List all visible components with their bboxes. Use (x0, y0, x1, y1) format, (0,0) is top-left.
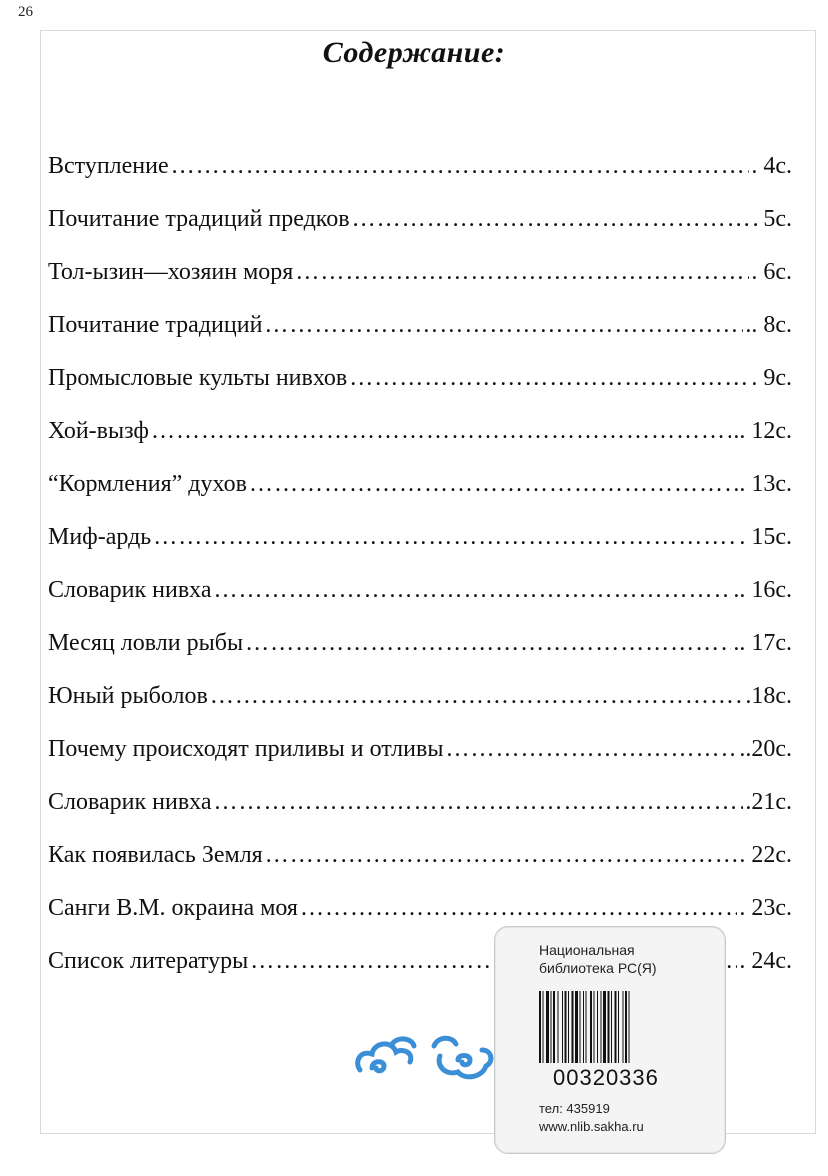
toc-entry-label: Почитание традиций (48, 312, 263, 338)
toc-page-number: .. 13с. (733, 471, 792, 497)
page-number: 26 (18, 4, 33, 20)
barcode-bar (594, 991, 595, 1063)
barcode-bar (575, 991, 578, 1063)
toc-page-number: . 4с. (751, 153, 792, 179)
library-name-line1: Национальная (539, 942, 635, 958)
toc-row[interactable] (48, 888, 792, 928)
barcode-bar (583, 991, 584, 1063)
barcode-bar (551, 991, 552, 1063)
cloud-ornament-right-icon (428, 1030, 500, 1082)
toc-entry-label: Как появилась Земля (48, 842, 263, 868)
barcode-bar (623, 991, 624, 1063)
toc-page-number: ..20с. (739, 736, 792, 762)
toc-entry-label: Тол-ызин—хозяин моря (48, 259, 294, 285)
toc-leader-dots (151, 411, 731, 451)
toc-page-number: . 9с. (751, 365, 792, 391)
toc-page-number: . 15с. (739, 524, 792, 550)
toc-row[interactable] (48, 676, 792, 716)
toc-row[interactable] (48, 835, 792, 875)
barcode-bar (615, 991, 617, 1063)
toc-leader-dots (245, 623, 731, 663)
toc-page-number: .. 17с. (733, 630, 792, 656)
toc-page-number: .. 8с. (745, 312, 792, 338)
toc-row[interactable] (48, 252, 792, 292)
toc-row[interactable] (48, 146, 792, 186)
barcode-bar (611, 991, 612, 1063)
library-phone: тел: 435919 (539, 1101, 610, 1116)
toc-row[interactable] (48, 305, 792, 345)
toc-entry-label: Юный рыболов (48, 683, 208, 709)
library-name (539, 941, 709, 977)
toc-entry-label: Список литературы (48, 948, 249, 974)
toc-page-number: . 6с. (751, 259, 792, 285)
barcode-bar (572, 991, 574, 1063)
barcode-number: 00320336 (553, 1065, 659, 1090)
toc-row[interactable] (48, 464, 792, 504)
toc-entry-label: Почитание традиций предков (48, 206, 350, 232)
barcode-bar (553, 991, 555, 1063)
toc-leader-dots (349, 358, 749, 398)
barcode-bar (586, 991, 587, 1063)
toc-page-number: .21с. (745, 789, 792, 815)
toc-row[interactable] (48, 411, 792, 451)
toc-entry-label: “Кормления” духов (48, 471, 247, 497)
toc-row[interactable] (48, 729, 792, 769)
toc-row[interactable] (48, 782, 792, 822)
barcode-bar (568, 991, 569, 1063)
toc-row[interactable] (48, 570, 792, 610)
toc-entry-label: Хой-вызф (48, 418, 149, 444)
toc-entry-label: Промысловые культы нивхов (48, 365, 348, 391)
toc-row[interactable] (48, 358, 792, 398)
toc-row[interactable] (48, 199, 792, 239)
toc-entry-label: Словарик нивха (48, 789, 212, 815)
barcode-bar (558, 991, 559, 1063)
toc-leader-dots (300, 888, 737, 928)
toc-leader-dots (249, 464, 731, 504)
barcode-bar (580, 991, 581, 1063)
barcode-bar (629, 991, 630, 1063)
toc-leader-dots (214, 570, 732, 610)
toc-row[interactable] (48, 623, 792, 663)
toc-entry-label: Миф-ардь (48, 524, 152, 550)
toc-leader-dots (153, 517, 737, 557)
toc-leader-dots (171, 146, 750, 186)
cloud-ornament-left-icon (352, 1030, 424, 1082)
toc-row[interactable] (48, 517, 792, 557)
barcode-bar (601, 991, 602, 1063)
toc-page-number: 5с. (763, 206, 792, 232)
toc-page-number: . 24с. (739, 948, 792, 974)
toc-leader-dots (264, 305, 743, 345)
toc-entry-label: Словарик нивха (48, 577, 212, 603)
barcode-bar (597, 991, 598, 1063)
barcode-bar (625, 991, 627, 1063)
toc-leader-dots (265, 835, 738, 875)
toc-leader-dots (295, 252, 749, 292)
toc-page-number: .18с. (745, 683, 792, 709)
barcode-bar (603, 991, 606, 1063)
toc-leader-dots (214, 782, 744, 822)
toc-entry-label: Месяц ловли рыбы (48, 630, 244, 656)
toc-page-number: .. 16с. (733, 577, 792, 603)
barcode-bar (562, 991, 563, 1063)
library-name-line2: библиотека РС(Я) (539, 960, 657, 976)
toc-page-number: . 22с. (739, 842, 792, 868)
barcode-bar (618, 991, 619, 1063)
barcode-bar (543, 991, 544, 1063)
barcode-bar (546, 991, 549, 1063)
page-title: Содержание: (322, 36, 506, 69)
toc-page-number: .. 12с. (733, 418, 792, 444)
barcode-icon (537, 991, 687, 1063)
toc-entry-label: Вступление (48, 153, 169, 179)
library-website: www.nlib.sakha.ru (539, 1119, 644, 1134)
barcode-bar (539, 991, 541, 1063)
toc-leader-dots (210, 676, 744, 716)
toc-entry-label: Санги В.М. окраина моя (48, 895, 298, 921)
barcode-bar (608, 991, 610, 1063)
toc-page-number: . 23с. (739, 895, 792, 921)
toc-leader-dots (445, 729, 737, 769)
toc-leader-dots (352, 199, 762, 239)
barcode-bar (590, 991, 592, 1063)
library-sticker (494, 926, 726, 1154)
toc-entry-label: Почему происходят приливы и отливы (48, 736, 444, 762)
barcode-bar (565, 991, 567, 1063)
